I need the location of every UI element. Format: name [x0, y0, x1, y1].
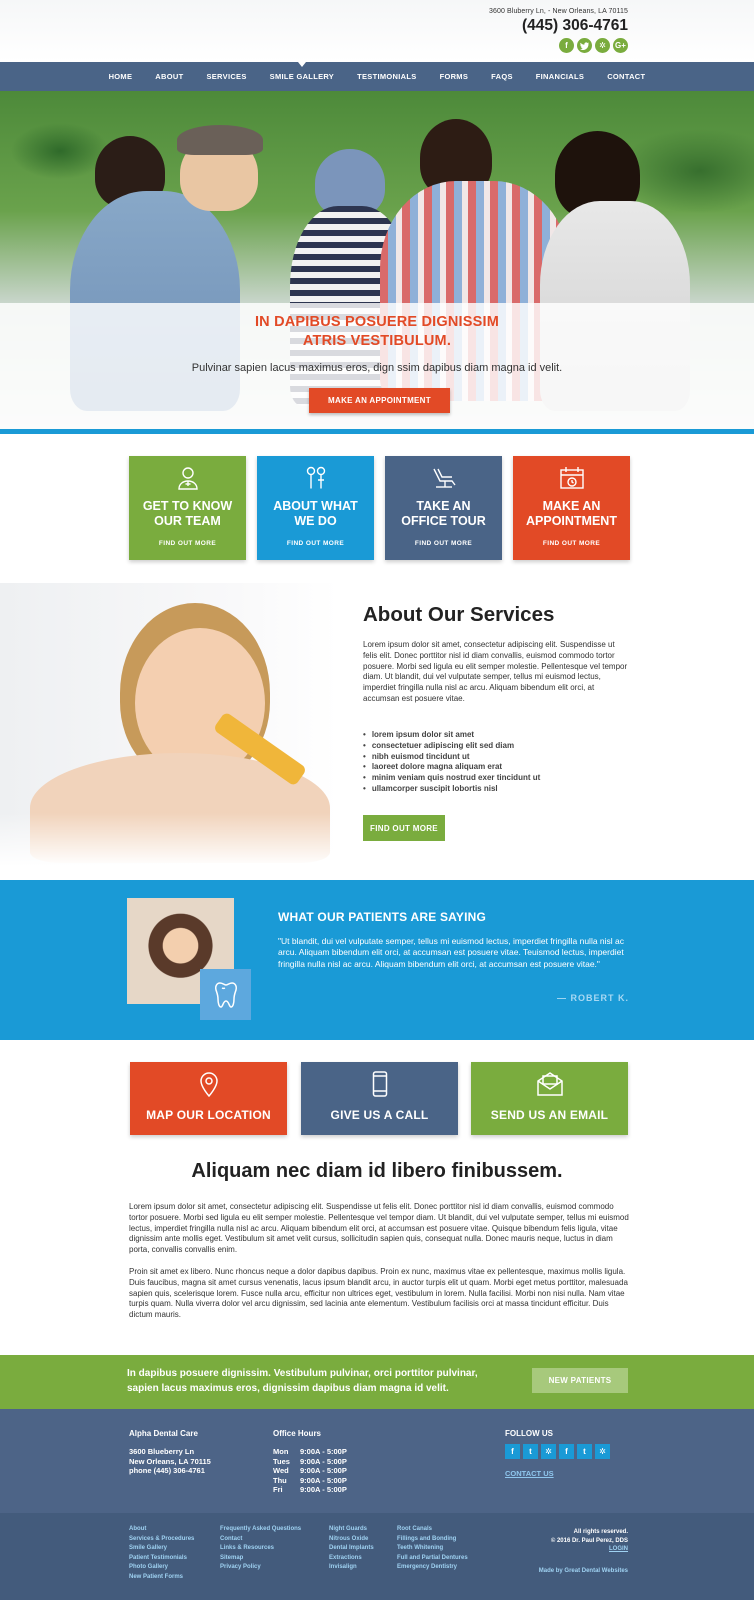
footer-info — [0, 1409, 754, 1513]
footer-link[interactable]: Extractions — [329, 1554, 362, 1561]
main-nav — [0, 62, 754, 91]
footer-link[interactable]: Teeth Whitening — [397, 1545, 444, 1551]
footer-link[interactable]: Full and Partial Dentures — [397, 1554, 468, 1561]
testimonial-heading: WHAT OUR PATIENTS ARE SAYING — [278, 910, 487, 924]
footer-link[interactable]: Emergency Dentistry — [397, 1564, 458, 1570]
feature-find-out-more: FIND OUT MORE — [158, 540, 217, 547]
footer-hours-heading: Office Hours — [273, 1429, 322, 1438]
tooth-icon — [200, 969, 251, 1020]
footer-contact-link[interactable]: CONTACT US — [505, 1469, 554, 1478]
nav-financials[interactable]: FINANCIALS — [535, 72, 585, 81]
hours-row: Wed 9:00A - 5:00P — [273, 1466, 347, 1475]
footer-link[interactable]: Photo Gallery — [129, 1564, 169, 1570]
google-plus-icon[interactable]: G+ — [613, 38, 628, 53]
office-hours-list — [273, 1447, 347, 1495]
contact-box-label: GIVE US A CALL — [330, 1108, 429, 1122]
phone-icon — [301, 1071, 458, 1097]
banner-text — [127, 1366, 527, 1396]
banner-line2: sapien lacus maximus eros, dignissim dapibus diam magna id velit. — [127, 1383, 449, 1394]
footer-link[interactable]: Patient Testimonials — [129, 1554, 187, 1561]
footer-link[interactable]: New Patient Forms — [129, 1573, 184, 1580]
copyright-text: © 2016 Dr. Paul Perez, DDS — [550, 1537, 628, 1544]
nav-about[interactable]: ABOUT — [155, 72, 184, 81]
send-email-button[interactable] — [471, 1062, 628, 1135]
list-item: • nibh euismod tincidunt ut — [363, 752, 628, 763]
calendar-icon — [513, 466, 630, 490]
footer-link-column — [329, 1525, 374, 1573]
nav-smile-gallery[interactable]: SMILE GALLERY — [258, 62, 345, 91]
footer-copyright — [551, 1528, 628, 1554]
hours-row: Thu 9:00A - 5:00P — [273, 1475, 347, 1485]
nav-services[interactable]: SERVICES — [206, 72, 247, 81]
made-by-link[interactable]: Made by Great Dental Websites — [538, 1568, 628, 1574]
feature-find-out-more: FIND OUT MORE — [542, 540, 601, 547]
list-item: • consectetuer adipiscing elit sed diam — [363, 741, 628, 752]
footer-link-column — [220, 1525, 301, 1573]
contact-box-label: SEND US AN EMAIL — [490, 1108, 609, 1122]
list-item: • minim veniam quis nostrud exer tincidunt ut — [363, 773, 628, 784]
new-patients-banner — [0, 1355, 754, 1409]
email-icon — [471, 1071, 628, 1097]
content-paragraph-2: Proin sit amet ex libero. Nunc rhoncus neque a dolor dapibus dapibus. Proin ex nunc, maximus vitae ex pellentesque, maximus mollis ligula. Duis faucibus, magna sit amet cursus venenatis, lacus ipsum blandit arcu, in auctor turpis elit ut quam. Morbi eget metus porttitor, malesuada sapien quis, scelerisque lorem. Fusce nulla arcu, efficitur non ultrices eget, vestibulum in lorem. Nulla facilisi. Morbi non nisi nulla. Nam vitae turpis quam. Nulla viverra dolor vel arcu dignissim, sed lacinia ante elementum. Vestibulum facilisis orci at massa tincidunt efficitur. Duis dictum mauris. — [129, 1267, 628, 1320]
nav-forms[interactable]: FORMS — [439, 72, 469, 81]
list-item: • ullamcorper suscipit lobortis nisl — [363, 784, 628, 795]
footer-link[interactable]: About — [129, 1526, 147, 1532]
new-patients-button[interactable]: NEW PATIENTS — [532, 1368, 628, 1393]
hours-row: Mon 9:00A - 5:00P — [273, 1447, 347, 1456]
footer-link[interactable]: Sitemap — [220, 1554, 244, 1561]
footer-link[interactable]: Links & Resources — [220, 1545, 275, 1551]
map-location-button[interactable] — [130, 1062, 287, 1135]
rights-text: All rights reserved. — [573, 1529, 628, 1535]
footer-links — [0, 1513, 754, 1600]
hero-subtitle: Pulvinar sapien lacus maximus eros, dign ssim dapibus diam magna id velit. — [191, 362, 563, 374]
hours-row: Tues 9:00A - 5:00P — [273, 1456, 347, 1466]
feature-title: GET TO KNOW OUR TEAM — [142, 499, 233, 528]
footer-link[interactable]: Nitrous Oxide — [329, 1535, 369, 1542]
content-paragraph-1: Lorem ipsum dolor sit amet, consectetur adipiscing elit. Suspendisse ut felis elit. Donec porttitor nisl id diam convallis, euismod commodo tortor posuere. Morbi sed ligula eu elit semper molestie. Pellentesque vel tempor diam. Ut blandit, dui vel vulputate semper, tellus mi euismod lectus, imperdiet fringilla nulla nisl ac arcu. Aliquam bibendum elit orci, at accumsan est posuere vitae. Quisque bibendum felis ligula, vitae dignissim ante mollis eget. Vestibulum sit amet velit cursus, sollicitudin sapien quis, consequat nulla. Donec mauris neque, luctus in diam porta, convallis convallis enim. — [129, 1202, 629, 1255]
make-appointment-button[interactable]: MAKE AN APPOINTMENT — [309, 388, 450, 413]
top-bar — [0, 0, 754, 62]
footer-link[interactable]: Privacy Policy — [220, 1564, 261, 1570]
footer-link[interactable]: Smile Gallery — [129, 1545, 168, 1551]
about-heading: About Our Services — [363, 603, 555, 626]
about-find-out-more-button[interactable]: FIND OUT MORE — [363, 815, 445, 841]
content-heading: Aliquam nec diam id libero finibussem. — [191, 1160, 563, 1182]
twitter-icon[interactable] — [577, 38, 592, 53]
footer-practice-name: Alpha Dental Care — [129, 1429, 198, 1438]
hero-divider — [0, 429, 754, 434]
feature-title: MAKE AN APPOINTMENT — [526, 499, 617, 528]
map-pin-icon — [130, 1071, 287, 1097]
footer-follow-heading: FOLLOW US — [505, 1429, 553, 1438]
footer-social-icons — [505, 1444, 610, 1459]
dental-tools-icon — [257, 466, 374, 490]
nav-faqs[interactable]: FAQS — [491, 72, 513, 81]
nav-testimonials[interactable]: TESTIMONIALS — [357, 72, 417, 81]
testimonial-section — [0, 880, 754, 1040]
header-phone[interactable]: (445) 306-4761 — [522, 17, 628, 34]
feature-get-to-know-team[interactable] — [129, 456, 246, 560]
hero-title — [0, 313, 754, 351]
footer-link[interactable]: Root Canals — [397, 1526, 433, 1532]
yelp-icon[interactable]: ✲ — [595, 1444, 610, 1459]
footer-link-column — [397, 1525, 468, 1573]
list-item: • laoreet dolore magna aliquam erat — [363, 762, 628, 773]
dental-chair-icon — [385, 466, 502, 490]
hours-row: Fri 9:00A - 5:00P — [273, 1485, 347, 1494]
feature-make-appointment[interactable] — [513, 456, 630, 560]
hero-title-line2: ATRIS VESTIBULUM. — [302, 333, 452, 349]
about-bullet-list — [363, 730, 628, 795]
list-item: • lorem ipsum dolor sit amet — [363, 730, 628, 741]
twitter-icon[interactable]: t — [577, 1444, 592, 1459]
yelp-icon[interactable]: ✲ — [595, 38, 610, 53]
footer-link[interactable]: Night Guards — [329, 1526, 368, 1532]
hero-title-line1: IN DAPIBUS POSUERE DIGNISSIM — [254, 314, 500, 330]
footer-link[interactable]: Services & Procedures — [129, 1535, 195, 1542]
facebook-icon[interactable]: f — [559, 1444, 574, 1459]
twitter-icon[interactable]: t — [523, 1444, 538, 1459]
footer-address: 3600 Blueberry Ln New Orleans, LA 70115 phone (445) 306-4761 — [129, 1447, 211, 1475]
login-link[interactable]: LOGIN — [609, 1546, 628, 1552]
feature-title: TAKE AN OFFICE TOUR — [401, 499, 486, 528]
facebook-icon[interactable]: f — [559, 38, 574, 53]
testimonial-author: — ROBERT K. — [556, 993, 629, 1003]
about-paragraph: Lorem ipsum dolor sit amet, consectetur adipiscing elit. Suspendisse ut felis elit. Donec porttitor nisl id diam convallis, euismod commodo tortor posuere. Morbi sed ligula eu elit semper molestie. Pellentesque vel tempor diam. Ut blandit, dui vel vulputate semper, tellus mi euismod lectus, imperdiet fringilla nulla nisl ac arcu. Aliquam bibendum elit orci, at accumsan est posuere vitae. — [363, 640, 628, 703]
header-social-icons — [559, 38, 628, 53]
footer-link[interactable]: Frequently Asked Questions — [220, 1526, 302, 1532]
girl-brushing-photo — [0, 583, 338, 866]
banner-line1: In dapibus posuere dignissim. Vestibulum pulvinar, orci porttitor pulvinar, — [127, 1368, 478, 1379]
dentist-icon — [129, 466, 246, 490]
feature-find-out-more: FIND OUT MORE — [286, 540, 345, 547]
call-us-button[interactable] — [301, 1062, 458, 1135]
footer-link-column — [129, 1525, 194, 1582]
nav-contact[interactable]: CONTACT — [607, 72, 646, 81]
hero-section — [0, 91, 754, 434]
footer-link[interactable]: Dental Implants — [329, 1545, 374, 1551]
footer-link[interactable]: Fillings and Bonding — [397, 1535, 457, 1542]
yelp-icon[interactable]: ✲ — [541, 1444, 556, 1459]
feature-about-what-we-do[interactable] — [257, 456, 374, 560]
footer-link[interactable]: Contact — [220, 1535, 243, 1542]
facebook-icon[interactable]: f — [505, 1444, 520, 1459]
contact-box-label: MAP OUR LOCATION — [146, 1108, 271, 1122]
feature-office-tour[interactable] — [385, 456, 502, 560]
testimonial-quote: "Ut blandit, dui vel vulputate semper, tellus mi euismod lectus, imperdiet fringilla nulla nisl ac arcu. Aliquam bibendum elit orci, at accumsan est posuere vitae. Teuismod lectus, imperdiet fringilla nulla nisl ac arcu. Aliquam bibendum elit orci, at accumsan est posuere vitae." — [278, 936, 625, 969]
feature-title: ABOUT WHAT WE DO — [273, 499, 358, 528]
feature-find-out-more: FIND OUT MORE — [414, 540, 473, 547]
nav-home[interactable]: HOME — [108, 72, 133, 81]
footer-link[interactable]: Invisalign — [329, 1564, 357, 1570]
header-address: 3600 Bluberry Ln, - New Orleans, LA 70115 — [489, 8, 628, 15]
